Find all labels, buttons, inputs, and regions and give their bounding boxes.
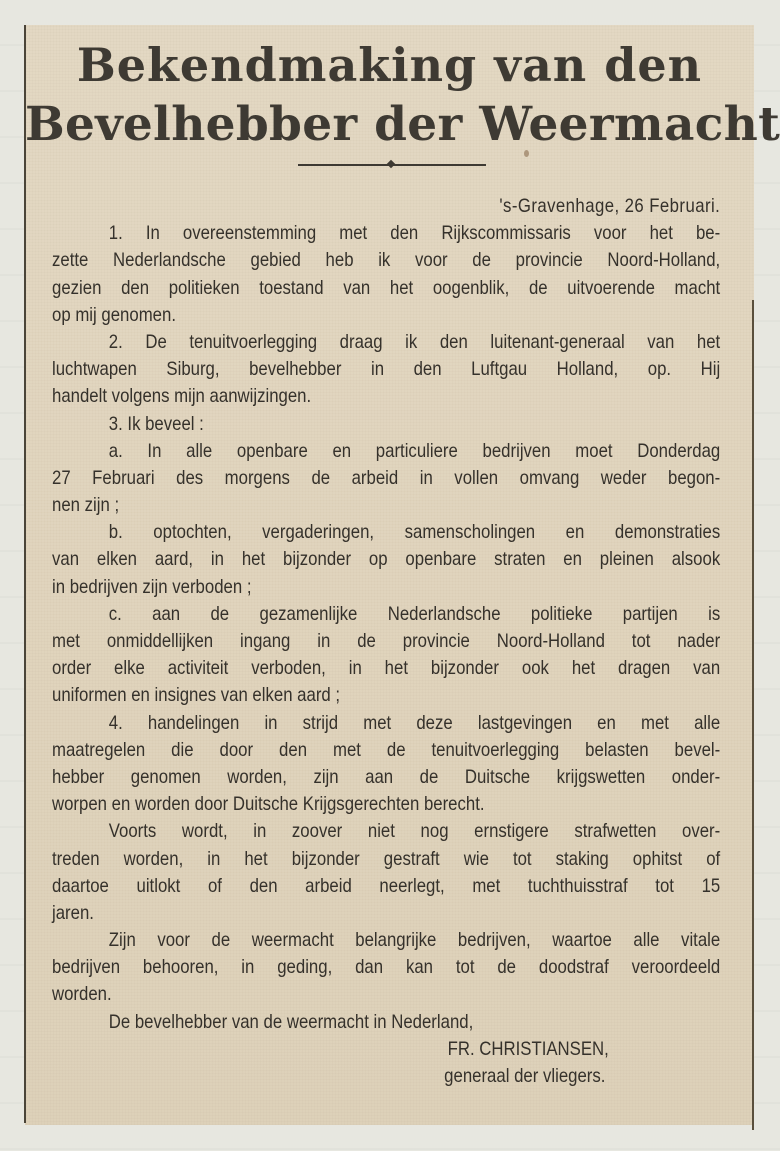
paragraph-line: bedrijven behooren, in geding, dan kan tot de doodstraf veroordeeld [52, 956, 721, 979]
paragraph-1 [52, 220, 720, 329]
clipping-left-edge [24, 25, 26, 1123]
paragraph-line: Voorts wordt, in zoover niet nog ernstigere strafwetten over- [108, 820, 721, 843]
paragraph-line: daartoe uitlokt of den arbeid neerlegt, met tuchthuisstraf tot 15 [52, 874, 721, 897]
paragraph-line: De bevelhebber van de weermacht in Nederland, [108, 1010, 474, 1033]
paragraph-line: van elken aard, in het bijzonder op openbare straten en pleinen alsook [52, 548, 721, 571]
paragraph-3b [52, 519, 720, 601]
paragraph-line: uniformen en insignes van elken aard ; [52, 684, 341, 707]
paragraph-line: 27 Februari des morgens de arbeid in vollen omvang weder begon- [52, 466, 721, 489]
paragraph-line: met onmiddellijken ingang in de provincie Noord-Holland tot nader [52, 630, 721, 652]
clipping-right-edge [752, 300, 754, 1130]
paragraph-line: worden. [52, 983, 112, 1006]
paragraph-line: hebber genomen worden, zijn aan de Duitsche krijgswetten onder- [52, 765, 721, 788]
paragraph-line: zette Nederlandsche gebied heb ik voor de provincie Noord-Holland, [52, 249, 721, 272]
paragraph-line: treden worden, in het bijzonder gestraft wie tot staking ophitst of [52, 847, 721, 870]
paragraph-line: jaren. [52, 901, 94, 924]
headline-line-1: Bekendmaking van den [76, 38, 703, 92]
paragraph-line: 1. In overeenstemming met den Rijkscommissaris voor het be- [108, 222, 721, 245]
paragraph-4 [52, 710, 720, 819]
paragraph-7 [52, 1009, 720, 1036]
dateline: 's-Gravenhage, 26 Februari. [499, 195, 721, 217]
paragraph-line: in bedrijven zijn verboden ; [52, 575, 252, 598]
signature-rank: generaal der vliegers. [444, 1065, 606, 1087]
paragraph-3a [52, 438, 720, 520]
paragraph-5 [52, 818, 720, 927]
paragraph-3 [52, 411, 720, 438]
signature-name: FR. CHRISTIANSEN, [447, 1037, 609, 1060]
paragraph-3c [52, 601, 720, 710]
paragraph-2 [52, 329, 720, 411]
paragraph-line: maatregelen die door den met de tenuitvoerlegging belasten bevel- [52, 738, 721, 761]
headline-line-2: Bevelhebber der Weermacht [25, 97, 780, 152]
paragraph-line: gezien den politieken toestand van het oogenblik, de uitvoerende macht [52, 276, 721, 299]
paragraph-line: op mij genomen. [52, 303, 176, 326]
paragraph-line: 3. Ik beveel : [108, 412, 204, 435]
paragraph-6 [52, 927, 720, 1009]
paragraph-line: order elke activiteit verboden, in het bijzonder ook het dragen van [52, 657, 721, 680]
paragraph-line: handelt volgens mijn aanwijzingen. [52, 385, 312, 408]
paragraph-line: c. aan de gezamenlijke Nederlandsche politieke partijen is [108, 602, 721, 625]
paragraph-line: a. In alle openbare en particuliere bedrijven moet Donderdag [108, 439, 721, 462]
paragraph-line: b. optochten, vergaderingen, samenscholingen en demonstraties [108, 521, 721, 544]
paragraph-line: luchtwapen Siburg, bevelhebber in den Luftgau Holland, op. Hij [52, 358, 721, 381]
paragraph-line: nen zijn ; [52, 494, 120, 517]
announcement-body [52, 193, 720, 1090]
paragraph-line: 2. De tenuitvoerlegging draag ik den luitenant-generaal van het [108, 330, 721, 353]
paragraph-line: worpen en worden door Duitsche Krijgsgerechten berecht. [52, 793, 485, 816]
paragraph-line: Zijn voor de weermacht belangrijke bedrijven, waartoe alle vitale [108, 929, 721, 952]
paragraph-line: 4. handelingen in strijd met deze lastgevingen en met alle [108, 711, 721, 734]
